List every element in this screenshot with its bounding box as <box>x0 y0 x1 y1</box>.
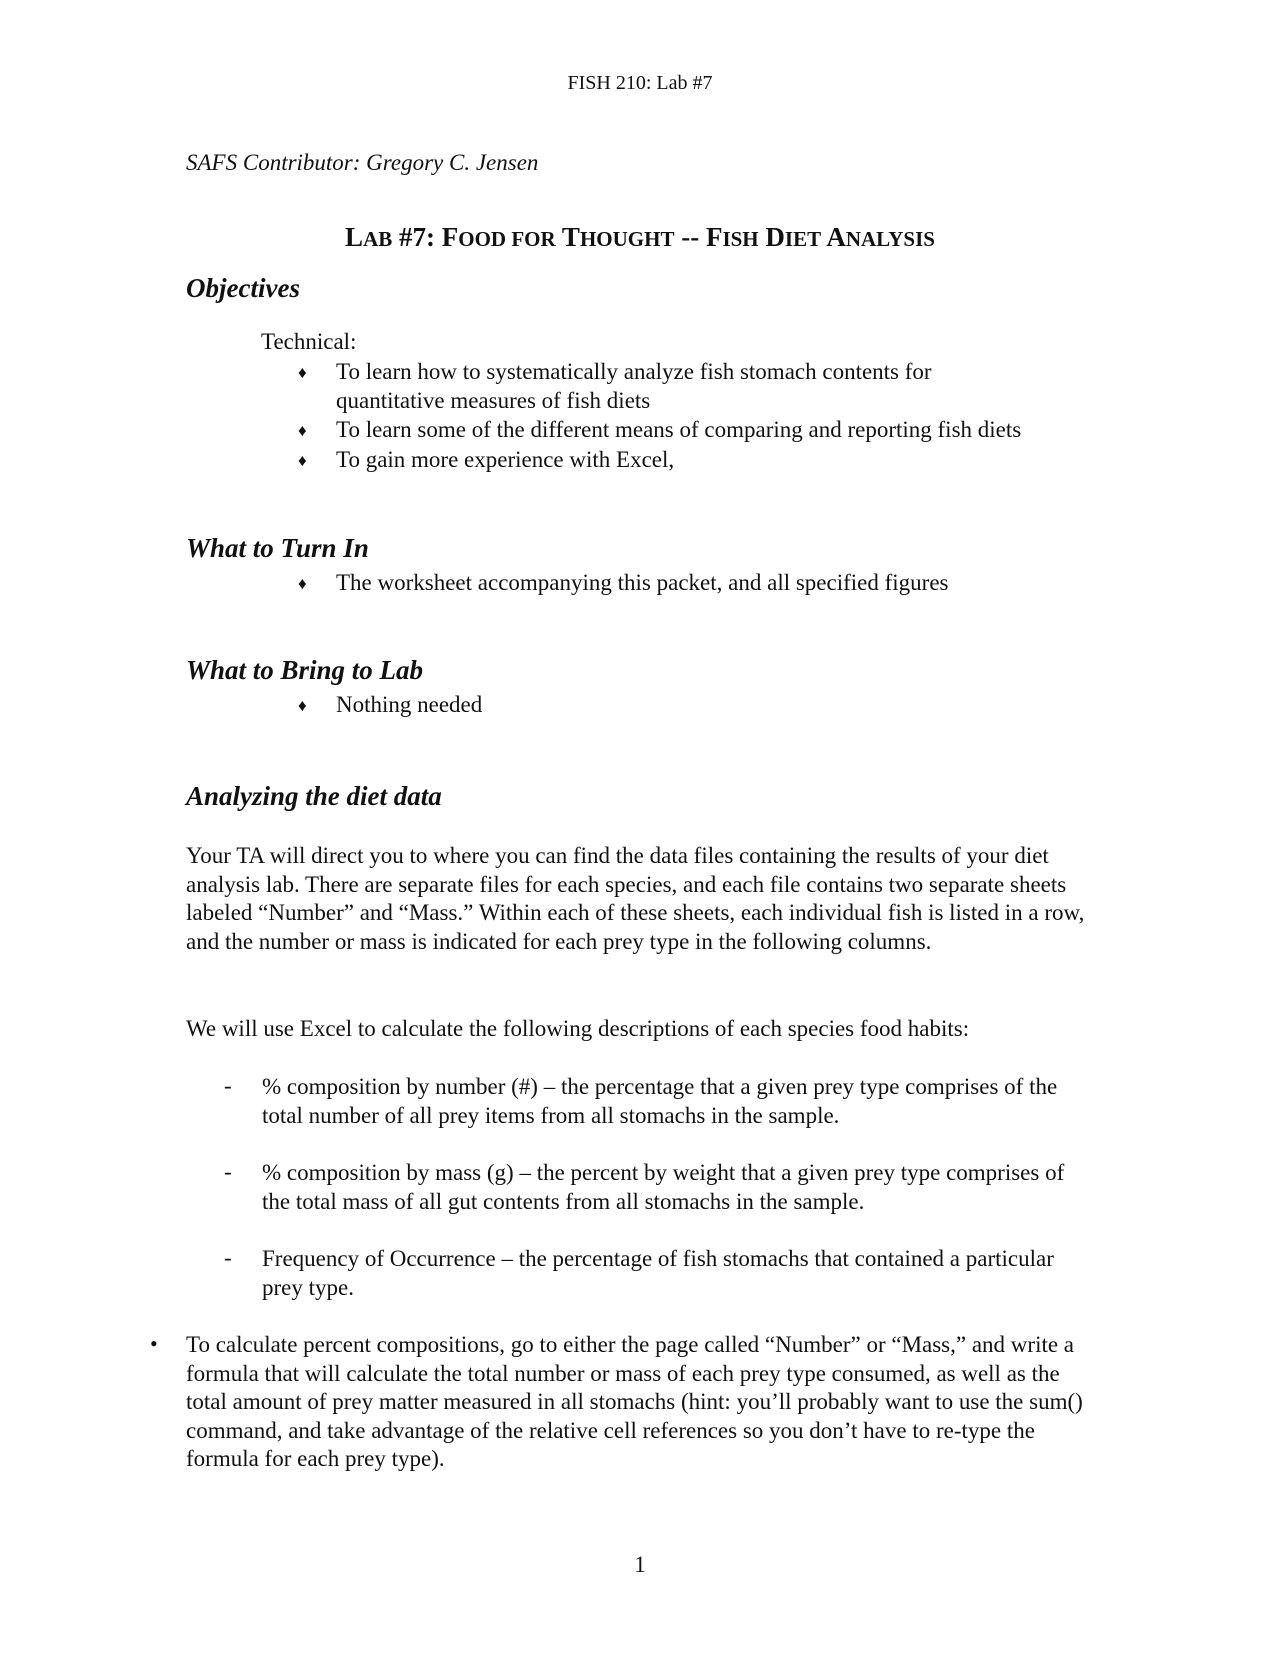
lab-title <box>0 222 1280 253</box>
bring-heading: What to Bring to Lab <box>186 655 424 685</box>
objective-item: To gain more experience with Excel, <box>336 447 675 472</box>
instruction-item: To calculate percent compositions, go to either the page called “Number” or “Mass,” and write a formula that will calculate the total number or mass of each prey type consumed, as well as the total amount of prey matter measured in all stomachs (hint: you’ll probably want to use the sum() command, and take advantage of the relative cell references so you don’t have to re-type the formula for each prey type). <box>186 1332 1083 1471</box>
diamond-bullet-icon: ♦ <box>298 421 307 440</box>
contributor-line: SAFS Contributor: Gregory C. Jensen <box>186 150 539 175</box>
dash-bullet: - <box>224 1073 232 1098</box>
dash-item: Frequency of Occurrence – the percentage of fish stomachs that contained a particular prey type. <box>262 1246 1054 1300</box>
running-header: FISH 210: Lab #7 <box>567 72 713 94</box>
title-part: F <box>705 222 723 252</box>
analyzing-heading: Analyzing the diet data <box>186 781 442 811</box>
analyzing-intro: We will use Excel to calculate the following descriptions of each species food habits: <box>186 1016 970 1041</box>
bring-item: Nothing needed <box>336 692 483 717</box>
diamond-bullet-icon: ♦ <box>298 451 307 470</box>
title-part: NALYSIS <box>845 227 935 251</box>
diamond-bullet-icon: ♦ <box>298 574 307 593</box>
title-part: HOUGHT <box>579 227 675 251</box>
title-part: A <box>821 222 846 252</box>
title-part: ISH <box>722 227 759 251</box>
objective-item: To learn how to systematically analyze fish stomach contents for <box>336 359 932 384</box>
turn-in-item: The worksheet accompanying this packet, and all specified figures <box>336 570 949 595</box>
title-part: -- <box>674 222 706 252</box>
objectives-heading: Objectives <box>186 273 300 303</box>
technical-label: Technical: <box>261 329 357 354</box>
dash-bullet: - <box>224 1159 232 1184</box>
round-bullet-icon: • <box>150 1331 158 1356</box>
objective-item-continued: quantitative measures of fish diets <box>336 388 651 413</box>
title-part: IET <box>784 227 822 251</box>
analyzing-paragraph: Your TA will direct you to where you can find the data files containing the results of your diet analysis lab. There are separate files for each species, and each file contains two separate sheets labeled “Number” and “Mass.” Within each of these sheets, each individual fish is listed in a row, and the number or mass is indicated for each prey type in the following columns. <box>186 843 1085 954</box>
dash-item: % composition by number (#) – the percentage that a given prey type comprises of the total number of all prey items from all stomachs in the sample. <box>262 1074 1058 1128</box>
title-part: OOD FOR <box>458 227 556 251</box>
diamond-bullet-icon: ♦ <box>298 696 307 715</box>
title-part: D <box>758 222 785 252</box>
title-part: #7: <box>392 222 442 252</box>
title-part: F <box>441 222 459 252</box>
objective-item: To learn some of the different means of comparing and reporting fish diets <box>336 417 1022 442</box>
dash-bullet: - <box>224 1245 232 1270</box>
title-part: L <box>345 222 364 252</box>
title-part: AB <box>363 227 393 251</box>
page-number: 1 <box>634 1552 646 1577</box>
turn-in-heading: What to Turn In <box>186 533 369 563</box>
diamond-bullet-icon: ♦ <box>298 363 307 382</box>
title-part: T <box>555 222 580 252</box>
dash-item: % composition by mass (g) – the percent by weight that a given prey type comprises of the total mass of all gut contents from all stomachs in the sample. <box>262 1160 1065 1214</box>
